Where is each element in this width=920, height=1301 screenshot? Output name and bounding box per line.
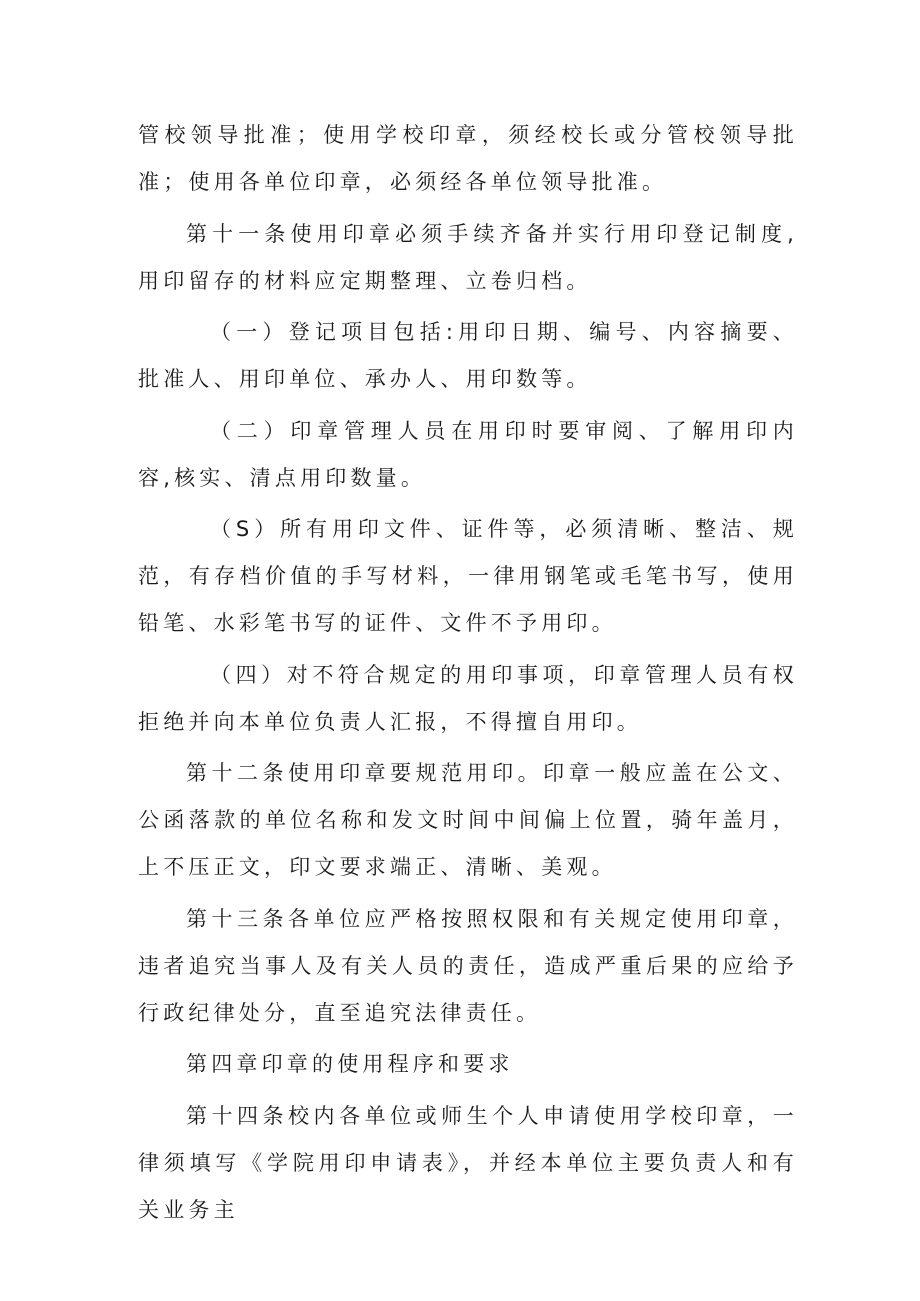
paragraph-article-12: 第十二条使用印章要规范用印。印章一般应盖在公文、公函落款的单位名称和发文时间中间偏上位置，骑年盖月，上不压正文，印文要求端正、清晰、美观。 bbox=[138, 761, 798, 879]
paragraph-article-11-item-3: （S）所有用印文件、证件等，必须清晰、整洁、规范，有存档价值的手写材料，一律用钢笔或毛笔书写，使用铅笔、水彩笔书写的证件、文件不予用印。 bbox=[138, 517, 798, 635]
paragraph-article-14: 第十四条校内各单位或师生个人申请使用学校印章，一律须填写《学院用印申请表》，并经本单位主要负责人和有关业务主 bbox=[138, 1103, 798, 1222]
paragraph-article-13: 第十三条各单位应严格按照权限和有关规定使用印章，违者追究当事人及有关人员的责任，造成严重后果的应给予行政纪律处分，直至追究法律责任。 bbox=[138, 906, 798, 1025]
document-body bbox=[138, 112, 798, 1238]
paragraph-article-11: 第十一条使用印章必须手续齐备并实行用印登记制度,用印留存的材料应定期整理、立卷归档。 bbox=[138, 221, 798, 293]
paragraph-article-11-item-2: （二）印章管理人员在用印时要审阅、了解用印内容,核实、清点用印数量。 bbox=[138, 418, 798, 490]
paragraph-article-11-item-4: （四）对不符合规定的用印事项，印章管理人员有权拒绝并向本单位负责人汇报，不得擅自用印。 bbox=[138, 662, 798, 734]
chapter-heading-4: 第四章印章的使用程序和要求 bbox=[186, 1052, 514, 1076]
paragraph-article-11-item-1: （一）登记项目包括:用印日期、编号、内容摘要、批准人、用印单位、承办人、用印数等。 bbox=[138, 320, 798, 391]
paragraph-approval-continued: 管校领导批准；使用学校印章，须经校长或分管校领导批准；使用各单位印章，必须经各单位领导批准。 bbox=[138, 123, 798, 194]
